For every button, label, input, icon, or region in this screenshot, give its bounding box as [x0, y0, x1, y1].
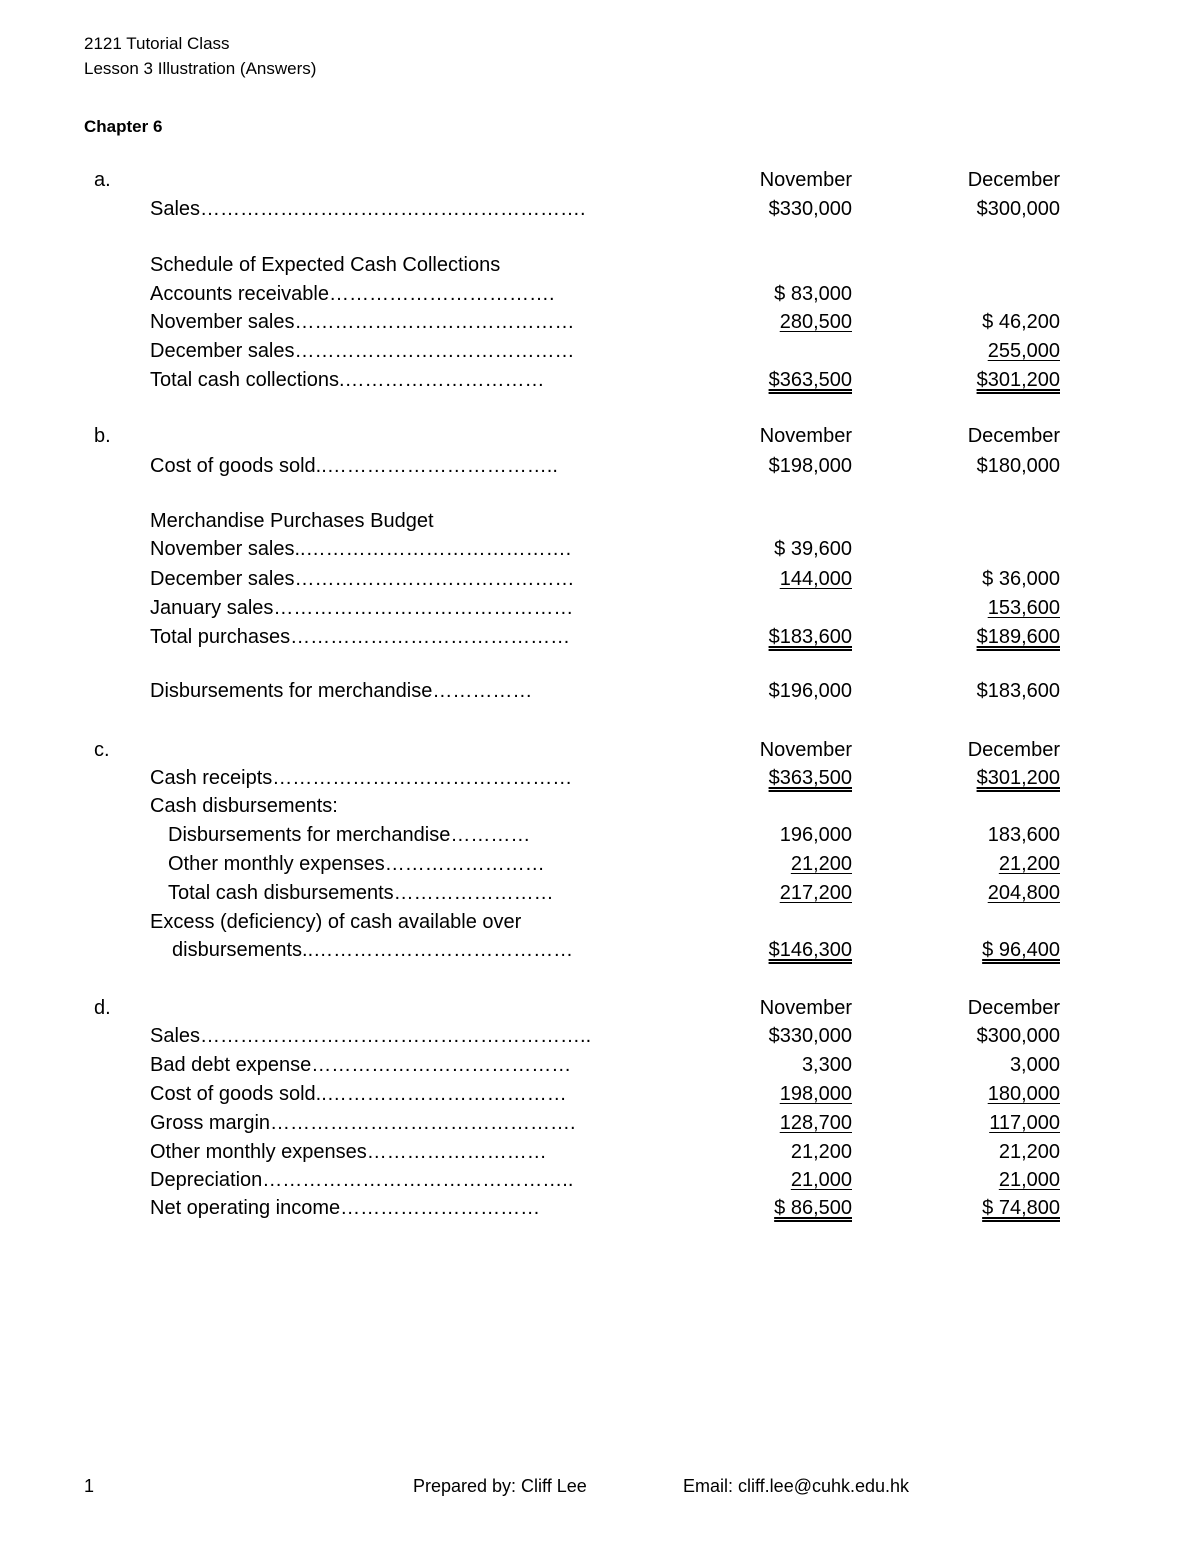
sales-row	[0, 195, 1200, 223]
total-disbursements-row	[0, 879, 1200, 907]
row-label: Gross margin……………………………………….	[150, 1112, 576, 1134]
sales-row	[0, 1022, 1200, 1050]
schedule-title	[0, 251, 1200, 279]
section-letter: b.	[94, 425, 111, 447]
value-december: 3,000	[1009, 1054, 1060, 1076]
row-label: Total purchases……………………………………	[150, 626, 571, 648]
chapter-heading: Chapter 6	[84, 117, 163, 136]
section-c-header	[0, 736, 1200, 764]
value-december: $ 46,200	[982, 311, 1060, 333]
value-december: $ 74,800	[982, 1197, 1060, 1219]
excess-label-row	[0, 908, 1200, 936]
value-november: $ 86,500	[774, 1197, 852, 1219]
value-december: $300,000	[976, 1025, 1060, 1047]
row-label: December sales……………………………………	[150, 340, 575, 362]
value-december: 21,200	[998, 853, 1060, 875]
col-december: December	[967, 425, 1060, 447]
value-december: $ 96,400	[982, 939, 1060, 961]
november-sales-row	[0, 535, 1200, 563]
col-november: November	[759, 425, 852, 447]
email: Email: cliff.lee@cuhk.edu.hk	[683, 1476, 910, 1496]
value-november: $363,500	[768, 767, 852, 789]
value-november: 217,200	[779, 882, 852, 904]
value-december: $301,200	[976, 369, 1060, 391]
row-label: Bad debt expense…………………………………	[150, 1054, 572, 1076]
value-november: 128,700	[779, 1112, 852, 1134]
value-december: $300,000	[976, 198, 1060, 220]
col-december: December	[967, 169, 1060, 191]
value-november: 21,000	[790, 1169, 852, 1191]
row-label: November sales……………………………………	[150, 311, 575, 333]
value-december: $301,200	[976, 767, 1060, 789]
cogs-row	[0, 1080, 1200, 1108]
section-letter: c.	[94, 739, 110, 761]
value-december: 117,000	[989, 1112, 1060, 1134]
value-december: $ 36,000	[982, 568, 1060, 590]
value-november: 21,200	[790, 853, 852, 875]
merch-disbursements-row	[0, 821, 1200, 849]
row-label: Total cash collections.…………………………	[150, 369, 545, 391]
value-november: $196,000	[768, 680, 852, 702]
row-label: Schedule of Expected Cash Collections	[150, 254, 501, 276]
december-sales-row	[0, 337, 1200, 365]
row-label: November sales..………………………………….	[150, 538, 572, 560]
other-expenses-row	[0, 850, 1200, 878]
value-december: 204,800	[987, 882, 1060, 904]
col-november: November	[759, 997, 852, 1019]
row-label: Other monthly expenses………………………	[150, 1141, 547, 1163]
value-december: $180,000	[976, 455, 1060, 477]
value-december: 21,000	[998, 1169, 1060, 1191]
page-number: 1	[84, 1476, 95, 1496]
col-november: November	[759, 169, 852, 191]
value-december: 183,600	[987, 824, 1060, 846]
value-november: 21,200	[790, 1141, 852, 1163]
col-november: November	[759, 739, 852, 761]
section-letter: d.	[94, 997, 111, 1019]
prepared-by: Prepared by: Cliff Lee	[413, 1476, 587, 1496]
value-november: $198,000	[768, 455, 852, 477]
row-label: Cash receipts………………………………………	[150, 767, 573, 789]
row-label: disbursements..…………………………………	[172, 939, 574, 961]
december-sales-row	[0, 565, 1200, 593]
row-label: Accounts receivable…………………………….	[150, 283, 555, 305]
total-purchases-row	[0, 623, 1200, 651]
row-label: Depreciation………………………………………..	[150, 1169, 574, 1191]
budget-title	[0, 507, 1200, 535]
col-december: December	[967, 739, 1060, 761]
value-november: 196,000	[779, 824, 852, 846]
row-label: January sales………………………………………	[150, 597, 574, 619]
value-november: $330,000	[768, 198, 852, 220]
row-label: Sales…………………………………………………..	[150, 1025, 592, 1047]
row-label: Cost of goods sold..……………………………..	[150, 455, 558, 477]
value-december: 180,000	[987, 1083, 1060, 1105]
lesson-title: Lesson 3 Illustration (Answers)	[84, 59, 317, 78]
gross-margin-row	[0, 1109, 1200, 1137]
november-sales-row	[0, 308, 1200, 336]
january-sales-row	[0, 594, 1200, 622]
cogs-row	[0, 452, 1200, 480]
section-letter: a.	[94, 169, 111, 191]
excess-row	[0, 936, 1200, 964]
value-november: 3,300	[801, 1054, 852, 1076]
depreciation-row	[0, 1166, 1200, 1194]
row-label: Merchandise Purchases Budget	[150, 510, 434, 532]
value-november: 144,000	[779, 568, 852, 590]
value-november: $183,600	[768, 626, 852, 648]
value-november: $363,500	[768, 369, 852, 391]
value-november: $ 39,600	[774, 538, 852, 560]
value-december: $183,600	[976, 680, 1060, 702]
value-november: $330,000	[768, 1025, 852, 1047]
value-november: $ 83,000	[774, 283, 852, 305]
accounts-receivable-row	[0, 280, 1200, 308]
other-expenses-row	[0, 1138, 1200, 1166]
cash-receipts-row	[0, 764, 1200, 792]
row-label: December sales……………………………………	[150, 568, 575, 590]
row-label: Disbursements for merchandise…………	[168, 824, 531, 846]
net-operating-income-row	[0, 1194, 1200, 1222]
value-november: 198,000	[779, 1083, 852, 1105]
course-title: 2121 Tutorial Class	[84, 34, 230, 53]
value-december: 255,000	[987, 340, 1060, 362]
section-d-header	[0, 994, 1200, 1022]
section-a-header	[0, 166, 1200, 194]
row-label: Other monthly expenses……………………	[168, 853, 545, 875]
bad-debt-row	[0, 1051, 1200, 1079]
row-label: Cash disbursements:	[150, 795, 338, 817]
value-december: $189,600	[976, 626, 1060, 648]
total-cash-collections-row	[0, 366, 1200, 394]
row-label: Cost of goods sold..………………………………	[150, 1083, 567, 1105]
value-december: 21,200	[998, 1141, 1060, 1163]
row-label: Sales………………………………………………….	[150, 198, 586, 220]
value-november: $146,300	[768, 939, 852, 961]
row-label: Excess (deficiency) of cash available over	[150, 911, 522, 933]
row-label: Net operating income…………………………	[150, 1197, 541, 1219]
cash-disbursements-title	[0, 792, 1200, 820]
value-november: 280,500	[779, 311, 852, 333]
section-b-header	[0, 422, 1200, 450]
row-label: Disbursements for merchandise……………	[150, 680, 533, 702]
value-december: 153,600	[987, 597, 1060, 619]
disbursements-row	[0, 677, 1200, 705]
row-label: Total cash disbursements……………………	[168, 882, 554, 904]
col-december: December	[967, 997, 1060, 1019]
